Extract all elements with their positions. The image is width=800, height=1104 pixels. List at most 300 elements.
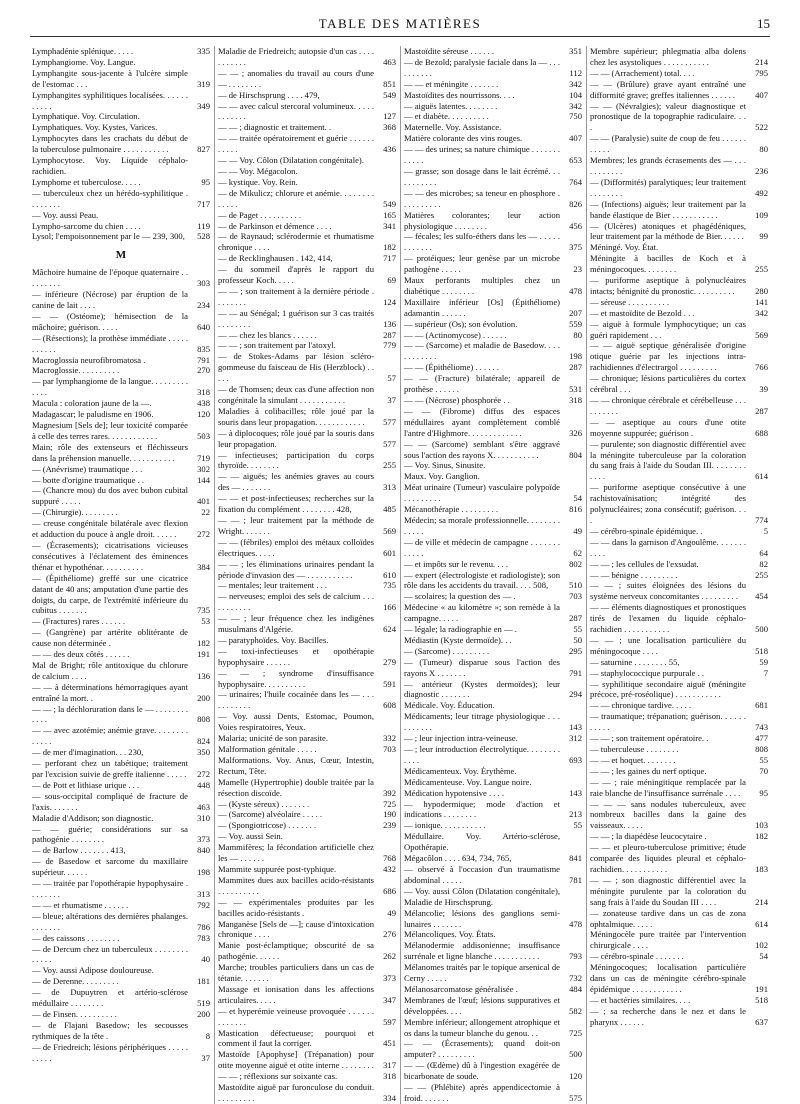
index-entry-text: — — et rhumatisme . . . . . .	[32, 899, 129, 910]
index-entry	[404, 602, 582, 624]
index-entry-page: 54	[573, 493, 582, 504]
index-entry	[404, 406, 582, 439]
index-entry-text: Mastoïde [Apophyse] (Trépanation) pour otite moyenne aiguë et otite interne . . . . . . . .	[218, 1049, 374, 1071]
index-entry-page: 198	[569, 351, 582, 362]
index-entry-page: 342	[569, 100, 582, 111]
index-entry-page: 368	[383, 122, 396, 133]
index-entry-page: 255	[755, 264, 768, 275]
index-entry-page: 350	[197, 747, 210, 758]
index-entry-page: 136	[197, 670, 210, 681]
index-entry-text: Médullaire. Voy. Artério-sclérose, Opothérapie.	[404, 831, 560, 853]
index-entry-text: — — traitée par l'opothérapie hypophysaire . . . . . . . .	[32, 878, 188, 899]
index-entry	[32, 333, 210, 355]
index-entry-page: 743	[755, 722, 768, 733]
index-entry-page: 302	[197, 463, 210, 474]
index-entry-text: — (Résections); la prothèse immédiate . . . . . . . . . . .	[32, 332, 188, 354]
index-entry-page: 37	[201, 1052, 210, 1063]
index-entry	[404, 537, 582, 559]
index-entry-text: — inférieure (Nécrose) par éruption de la canine de lait . . . .	[32, 289, 188, 311]
index-entry	[590, 700, 768, 711]
index-entry-text: — de Bezold; paralysie faciale dans la — . . . . . . . . . .	[404, 56, 560, 78]
index-entry-text: — et mastoïdite de Bezold . . .	[590, 307, 695, 318]
index-entry-page: 454	[755, 591, 768, 602]
index-entry	[590, 242, 768, 253]
index-entry	[218, 166, 396, 177]
index-columns	[32, 46, 768, 1103]
index-entry-page: 272	[197, 769, 210, 779]
index-entry	[590, 799, 768, 832]
index-entry	[404, 1038, 582, 1060]
index-entry	[218, 450, 396, 472]
index-entry-page: 144	[197, 474, 210, 485]
index-entry-page: 69	[387, 275, 396, 286]
index-entry-text: — — éléments diagnostiques et pronostiques tirés de l'examen du liquide céphalo-rachidien . . . . . . . . . . .	[590, 602, 746, 635]
index-entry	[32, 845, 210, 856]
index-entry-text: — de Raynaud; sclérodermie et rhumatisme chronique . . . .	[218, 231, 374, 253]
index-entry-page: 779	[383, 340, 396, 351]
index-entry-page: 725	[383, 798, 396, 809]
index-entry-text: — — (Actinomycose) . . . . . .	[404, 329, 507, 340]
index-entry-page: 95	[759, 787, 768, 798]
index-entry	[32, 649, 210, 660]
index-entry	[218, 515, 396, 537]
index-entry	[404, 471, 582, 482]
index-entry	[218, 406, 396, 428]
index-entry-text: Main; rôle des extenseurs et fléchisseurs dans la préhension manuelle. . . . . . . . . . .	[32, 441, 188, 463]
index-entry	[218, 711, 396, 733]
index-entry-page: 597	[383, 1016, 396, 1027]
index-entry	[404, 231, 582, 253]
index-entry	[590, 733, 768, 744]
index-entry	[590, 439, 768, 483]
index-entry-page: 312	[569, 733, 582, 744]
index-entry-text: — (Difformités) paralytiques; leur traitement . . . . . . . .	[590, 176, 746, 198]
index-entry	[404, 679, 582, 701]
index-entry	[32, 933, 210, 944]
index-entry	[32, 813, 210, 824]
index-column-1	[32, 46, 210, 1104]
index-entry-text: — de Derenne. . . . . . . . .	[32, 976, 119, 987]
index-entry	[404, 984, 582, 995]
index-entry-text: — — ; son traitement à la dernière période . . . . . . . .	[218, 285, 374, 307]
index-entry-page: 826	[569, 198, 582, 209]
index-entry	[404, 395, 582, 406]
index-entry-text: — urinaires; l'huile cocaïnée dans les — . . . . . . . . . . .	[218, 689, 374, 711]
index-entry	[404, 591, 582, 602]
index-entry	[590, 177, 768, 199]
index-entry-page: 120	[197, 409, 210, 420]
index-entry	[590, 275, 768, 297]
index-entry	[218, 493, 396, 515]
index-entry	[218, 755, 396, 777]
index-entry-text: — (Chirurgie). . . . . . . . .	[32, 507, 118, 518]
index-entry	[218, 842, 396, 864]
index-entry-page: 318	[383, 1071, 396, 1082]
index-entry-text: Maladie de Friedreich; autopsie d'un cas . . . . . . . . . . .	[218, 46, 374, 67]
index-entry-page: 518	[755, 994, 768, 1005]
index-entry-page: 531	[569, 384, 582, 395]
index-entry-page: 804	[569, 449, 582, 460]
index-entry	[590, 766, 768, 777]
index-entry-page: 182	[197, 638, 210, 649]
index-entry-text: — (Spongiotricose) . . . . . . .	[218, 820, 317, 831]
index-entry	[590, 221, 768, 243]
index-entry-page: 279	[383, 656, 396, 667]
index-entry	[404, 929, 582, 940]
index-entry-text: — grasse; son dosage dans le lait écrémé. . . . . . . . . . .	[404, 165, 560, 187]
index-entry-text: Mélanomes traités par le topique arsenical de Cerny . . . . .	[404, 962, 560, 984]
index-entry-text: — de Flajani Basedow; les secousses rythmiques de la tête .	[32, 1019, 188, 1041]
index-entry-text: — cérébro-spinale . . . . . . .	[590, 951, 684, 962]
index-entry-text: — — avec azotémie; anémie grave. . . . . . . . . . . . .	[32, 725, 188, 747]
index-entry-page: 456	[569, 220, 582, 231]
index-entry-text: — — (Névralgies); valeur diagnostique et pronostique de la topographie radiculaire. . . .	[590, 100, 746, 133]
index-entry-text: Lymphatique. Voy. Circulation.	[32, 111, 140, 122]
index-entry	[218, 231, 396, 253]
index-entry-page: 62	[573, 547, 582, 558]
index-entry-text: — de Paget . . . . . . . . . .	[218, 209, 302, 220]
index-entry	[404, 362, 582, 373]
index-entry-text: Malformations. Voy. Anus, Cœur, Intestin, Rectum, Tête.	[218, 754, 374, 776]
index-entry-page: 99	[759, 231, 768, 242]
index-entry-page: 255	[755, 569, 768, 580]
index-entry-text: — — ; les cellules de l'exsudat.	[590, 558, 699, 569]
index-entry	[404, 504, 582, 515]
index-entry-text: — toxi-infectieuses et opothérapie hypophysaire . . . . . .	[218, 645, 374, 667]
index-entry	[218, 799, 396, 810]
index-entry	[590, 995, 768, 1006]
index-entry	[404, 820, 582, 831]
index-entry-page: 384	[197, 561, 210, 572]
index-entry	[32, 944, 210, 966]
index-entry-text: Méningocoques; localisation particulière dans un cas de méningite cérébro-spinale épidémique . . . . . . . . . . . .	[590, 962, 746, 994]
index-entry-page: 569	[755, 329, 768, 340]
index-entry-page: 207	[569, 307, 582, 318]
index-entry-page: 55	[573, 624, 582, 635]
index-entry-page: 693	[569, 754, 582, 765]
index-entry-text: Médicamenteuse. Voy. Langue noire.	[404, 776, 532, 787]
index-entry-page: 851	[383, 78, 396, 89]
index-entry-text: — — et méningite . . . . . . .	[404, 78, 499, 89]
index-entry-text: Manganèse [Sels de —]; cause d'intoxication chronique . . . .	[218, 918, 374, 940]
index-entry-text: — de Mikulicz; chlorure et anémie. . . . . . . . . . . . .	[218, 187, 374, 209]
index-entry-text: — — ; son traitement opératoire. .	[590, 733, 709, 744]
index-entry-page: 236	[755, 165, 768, 176]
index-entry-page: 124	[383, 296, 396, 307]
index-entry-page: 795	[755, 67, 768, 78]
index-entry-page: 717	[383, 253, 396, 264]
index-entry	[404, 439, 582, 461]
index-entry-page: 492	[755, 187, 768, 198]
index-entry	[590, 537, 768, 559]
index-entry-text: — de mer d'imagination. . . 230,	[32, 747, 144, 758]
index-entry-text: Mammites dues aux bacilles acido-résistants . . . . . . . . . .	[218, 874, 374, 896]
index-entry	[218, 809, 396, 820]
index-entry-page: 7	[763, 667, 768, 678]
index-entry-text: Mécanothérapie . . . . . . . . .	[404, 504, 499, 515]
index-entry-text: — (Anévrisme) traumatique . . .	[32, 463, 143, 474]
index-entry-text: Médication hypotensive . . . .	[404, 787, 505, 798]
index-entry	[218, 580, 396, 591]
index-entry-page: 183	[755, 863, 768, 874]
index-entry-text: — — ; anomalies du travail au cours d'une — . . . . . . . .	[218, 67, 374, 89]
index-entry-text: Membre supérieur; phlegmatia alba dolens chez les asystoliques . . . . . . . . . . .	[590, 46, 746, 67]
index-entry-page: 127	[383, 111, 396, 122]
index-entry	[32, 682, 210, 704]
index-entry-page: 559	[569, 318, 582, 329]
index-entry-page: 182	[755, 831, 768, 842]
index-entry-text: — — des urines; sa nature chimique . . . . . . . . . . . .	[404, 144, 560, 166]
index-entry-page: 816	[569, 504, 582, 515]
index-entry-page: 793	[569, 951, 582, 962]
index-entry-page: 637	[755, 1016, 768, 1027]
index-entry-page: 791	[197, 354, 210, 365]
index-entry-text: Membre inférieur; allongement atrophique et os dans la tumeur blanche du genou. . .	[404, 1016, 560, 1038]
index-entry-text: — — expérimentales produites par les bacilles acido-résistants .	[218, 896, 374, 918]
index-entry-text: — — Voy. Mégacolon.	[218, 165, 298, 176]
index-entry-page: 349	[197, 100, 210, 111]
index-entry-text: — bleue; altérations des dernières phalanges. . . . . . . .	[32, 910, 188, 932]
index-entry-page: 313	[197, 888, 210, 899]
index-entry	[218, 940, 396, 962]
index-entry-page: 808	[755, 744, 768, 754]
index-entry-text: — — ; diagnostic et traitement. .	[218, 122, 332, 133]
index-entry-page: 841	[569, 853, 582, 864]
index-entry-text: Mal de Bright; rôle antitoxique du chlorure de calcium . . . .	[32, 659, 188, 681]
index-entry	[32, 475, 210, 486]
index-entry-page: 614	[755, 918, 768, 929]
index-entry-text: — (Infections) aiguës; leur traitement par la bande élastique de Bier . . . . . . . . . . .	[590, 198, 746, 220]
index-entry	[404, 940, 582, 962]
index-entry-text: — — avec calcul stercoral volumineux. . . . . . . . . . . .	[218, 100, 374, 122]
index-entry	[32, 758, 210, 780]
index-entry-text: — — (Sarcome) semblant s'être aggravé sous l'action des rayons X. . . . . . . . . . .	[404, 438, 560, 460]
index-entry-page: 80	[759, 144, 768, 155]
index-entry-text: Lymphocytes dans les crachats du début de la tuberculose pulmonaire . . . . . . . . . . .	[32, 133, 188, 155]
index-entry	[218, 155, 396, 166]
index-entry-text: Malformation génitale . . . . .	[218, 744, 317, 754]
index-entry	[404, 711, 582, 733]
index-entry-text: — paratyphoïdes. Voy. Bacilles.	[218, 634, 329, 645]
index-entry-page: 39	[759, 384, 768, 395]
index-entry-page: 102	[755, 940, 768, 951]
index-entry-page: 214	[755, 56, 768, 67]
index-entry-page: 141	[755, 296, 768, 307]
page-number: 15	[757, 16, 770, 31]
index-entry	[218, 1006, 396, 1028]
index-entry-page: 484	[569, 983, 582, 994]
index-entry-page: 200	[197, 692, 210, 703]
index-entry-page: 318	[197, 387, 210, 398]
index-entry-text: Macula : coloration jaune de la —.	[32, 398, 152, 409]
index-entry	[32, 616, 210, 627]
index-entry-text: — — aseptique au cours d'une otite moyenne suppurée; guérison .	[590, 416, 746, 438]
index-entry-page: 835	[197, 343, 210, 354]
index-entry-page: 318	[569, 395, 582, 405]
index-entry	[32, 725, 210, 747]
index-entry-page: 608	[383, 700, 396, 711]
index-entry-page: 375	[569, 242, 582, 253]
index-entry	[404, 330, 582, 341]
index-entry-text: — Voy. aussi Dents, Estomac, Poumon, Voies respiratoires, Yeux.	[218, 711, 374, 733]
index-entry-text: Membres; les grands écrasements des — . . . . . . . . . . .	[590, 155, 746, 176]
index-entry	[590, 155, 768, 177]
index-entry-page: 270	[197, 365, 210, 376]
index-entry-page: 577	[383, 416, 396, 427]
index-entry-page: 276	[383, 929, 396, 940]
index-entry-text: — — ; la déchloruration dans le — . . . . . . . . . . . .	[32, 703, 188, 725]
index-entry-page: 477	[755, 733, 768, 744]
index-entry	[590, 559, 768, 570]
index-entry-text: Mastication défectueuse; pourquoi et comment il faut la corriger.	[218, 1027, 374, 1049]
index-entry	[218, 428, 396, 450]
index-entry-text: Mastoïdites des nourrissons. . . .	[404, 89, 515, 100]
index-entry-page: 22	[201, 507, 210, 518]
index-entry-page: 119	[197, 220, 210, 231]
index-entry	[32, 976, 210, 987]
index-entry-text: — — dans la garnison d'Angoulême. . . . . . . . . . .	[590, 536, 746, 558]
index-entry	[404, 166, 582, 188]
index-entry	[590, 929, 768, 951]
index-entry-text: — cérébro-spinale épidémique. .	[590, 525, 703, 536]
index-entry-page: 200	[197, 1008, 210, 1019]
index-entry	[32, 1020, 210, 1042]
index-entry-text: Médecine « au kilomètre »; son remède à la campagne. . . . .	[404, 602, 560, 624]
index-entry-page: 824	[197, 736, 210, 747]
index-entry	[32, 1009, 210, 1020]
index-entry	[404, 46, 582, 57]
index-entry	[32, 627, 210, 649]
index-entry-page: 335	[197, 46, 210, 56]
index-entry	[218, 777, 396, 799]
index-entry	[590, 373, 768, 395]
index-entry-text: — — (Paralysie) suite de coup de feu . . . . . . . . . . .	[590, 133, 746, 155]
index-entry-text: — et bactéries similaires. . . .	[590, 994, 691, 1005]
index-entry-text: — — ; son traitement par l'atoxyl.	[218, 340, 336, 351]
index-entry	[32, 965, 210, 976]
index-entry	[404, 962, 582, 984]
index-entry	[404, 101, 582, 112]
page-header	[30, 14, 770, 37]
index-entry	[32, 398, 210, 409]
index-entry-text: — perforant chez un tabétique; traitement par l'excision suivie de greffe italienne . . . . .	[32, 758, 188, 779]
index-entry-page: 182	[383, 242, 396, 253]
index-entry-page: 317	[383, 1060, 396, 1071]
index-entry-text: Lymphocytose. Voy. Liquide céphalo-rachidien.	[32, 155, 188, 176]
index-entry	[590, 635, 768, 657]
index-entry-text: — — (Épithéliome) . . . . . .	[404, 362, 499, 373]
index-entry-text: Maux perforants multiples chez un diabétique . . . . . . . .	[404, 275, 560, 296]
index-entry-page: 59	[759, 656, 768, 667]
index-entry-page: 303	[197, 278, 210, 289]
index-entry-page: 503	[197, 430, 210, 441]
index-entry	[590, 1006, 768, 1028]
index-entry	[32, 155, 210, 177]
index-entry-text: — — (Ostéome); hémisection de la mâchoire; guérison. . . . .	[32, 310, 188, 332]
index-entry	[32, 409, 210, 420]
index-entry	[404, 570, 582, 592]
index-entry-page: 143	[569, 722, 582, 733]
index-entry	[32, 540, 210, 573]
index-entry-text: Médicaments; leur titrage physiologique . . . . . . . . . .	[404, 711, 560, 733]
index-entry	[590, 79, 768, 101]
index-entry-page: 191	[755, 983, 768, 994]
index-entry	[218, 744, 396, 755]
index-entry-text: Maladies à colibacilles; rôle joué par la souris dans leur propagation. . . . . . . . . . . .	[218, 405, 374, 427]
index-entry-text: — — ; les éliminations urinaires pendant la période d'invasion des — . . . . . . . . . . .	[218, 558, 374, 580]
index-entry-page: 5	[763, 525, 768, 536]
index-entry	[590, 602, 768, 635]
index-entry-text: — — ; leur traitement par la méthode de Wright. . . . . . .	[218, 514, 374, 536]
index-entry-page: 109	[755, 209, 768, 220]
index-entry-text: Macroglossie. . . . . . . . . .	[32, 365, 120, 376]
index-entry-text: — botte d'origine traumatique . .	[32, 474, 145, 485]
index-entry-text: — tuberculeux chez un hérédo-syphilitique . . . . . . . .	[32, 187, 188, 209]
index-entry	[404, 864, 582, 886]
index-entry-text: — ; leur injection intra-veineuse.	[404, 733, 518, 744]
index-entry-text: — — (Écrasements); quand doit-on amputer? . . . . . . . . .	[404, 1038, 560, 1060]
index-entry-page: 310	[197, 812, 210, 823]
index-entry	[32, 68, 210, 90]
index-entry	[32, 289, 210, 311]
index-entry-text: — de Finsen. . . . . . . . . .	[32, 1008, 117, 1019]
index-entry	[218, 122, 396, 133]
index-entry-text: — — des deux côtés . . . . . .	[32, 649, 130, 660]
index-entry-page: 49	[387, 907, 396, 918]
index-entry	[218, 133, 396, 155]
index-entry	[590, 711, 768, 733]
index-entry-text: Mégacôlon . . . . 634, 734, 765,	[404, 853, 512, 864]
index-entry-page: 214	[755, 896, 768, 907]
index-entry-page: 37	[387, 395, 396, 405]
index-entry-page: 255	[383, 460, 396, 471]
index-entry-text: — séreuse . . . . . . . . . .	[590, 296, 670, 307]
index-entry-text: Médecin; sa morale professionnelle. . . . . . . . . . . . .	[404, 514, 560, 536]
index-entry-text: — Voy. Sinus, Sinusite.	[404, 460, 486, 471]
index-entry	[590, 755, 768, 766]
index-entry-page: 840	[197, 845, 210, 856]
index-entry-text: — chronique; lésions particulières du cortex cérébral . . .	[590, 373, 746, 395]
index-entry-page: 719	[197, 452, 210, 463]
index-entry-page: 519	[197, 998, 210, 1009]
index-entry-text: Lymphome et tuberculose. . . . .	[32, 176, 141, 187]
index-entry-text: — nerveuses; emploi des sels de calcium . . . . . . . . . . .	[218, 591, 374, 613]
index-entry-page: 438	[197, 398, 210, 409]
index-entry	[590, 482, 768, 526]
index-entry-page: 213	[569, 809, 582, 820]
index-entry	[218, 984, 396, 1006]
index-entry-text: Lymphangiome. Voy. Langue.	[32, 56, 136, 67]
index-entry-page: 332	[383, 733, 396, 744]
index-entry-page: 342	[755, 307, 768, 318]
index-entry-page: 764	[569, 176, 582, 187]
index-entry-text: — (Sarcome) . . . . . . . . .	[404, 645, 490, 656]
index-entry-text: — — (Nécrose) phosphorée . .	[404, 395, 510, 405]
index-entry-page: 703	[383, 744, 396, 754]
index-entry	[404, 559, 582, 570]
index-entry-text: — — chez les blancs . . . . . .	[218, 329, 317, 340]
index-entry-page: 681	[755, 700, 768, 711]
index-entry	[590, 962, 768, 995]
section-letter-heading: M	[115, 249, 127, 262]
index-entry-text: — syphilitique secondaire aiguë (méningite précoce, pré-roséolique) . . . . . . . . . . .	[590, 678, 746, 700]
index-entry-text: Lysol; l'empoisonnement par le — 239, 300,	[32, 231, 185, 242]
index-entry	[32, 57, 210, 68]
index-entry	[32, 518, 210, 540]
index-entry-text: Mastoïdite séreuse . . . . . .	[404, 46, 494, 56]
index-entry	[218, 351, 396, 384]
index-entry-text: — puriforme aseptique à polynucléaires intacts; bénignité du pronostic. . . . . . . . . .	[590, 275, 746, 296]
